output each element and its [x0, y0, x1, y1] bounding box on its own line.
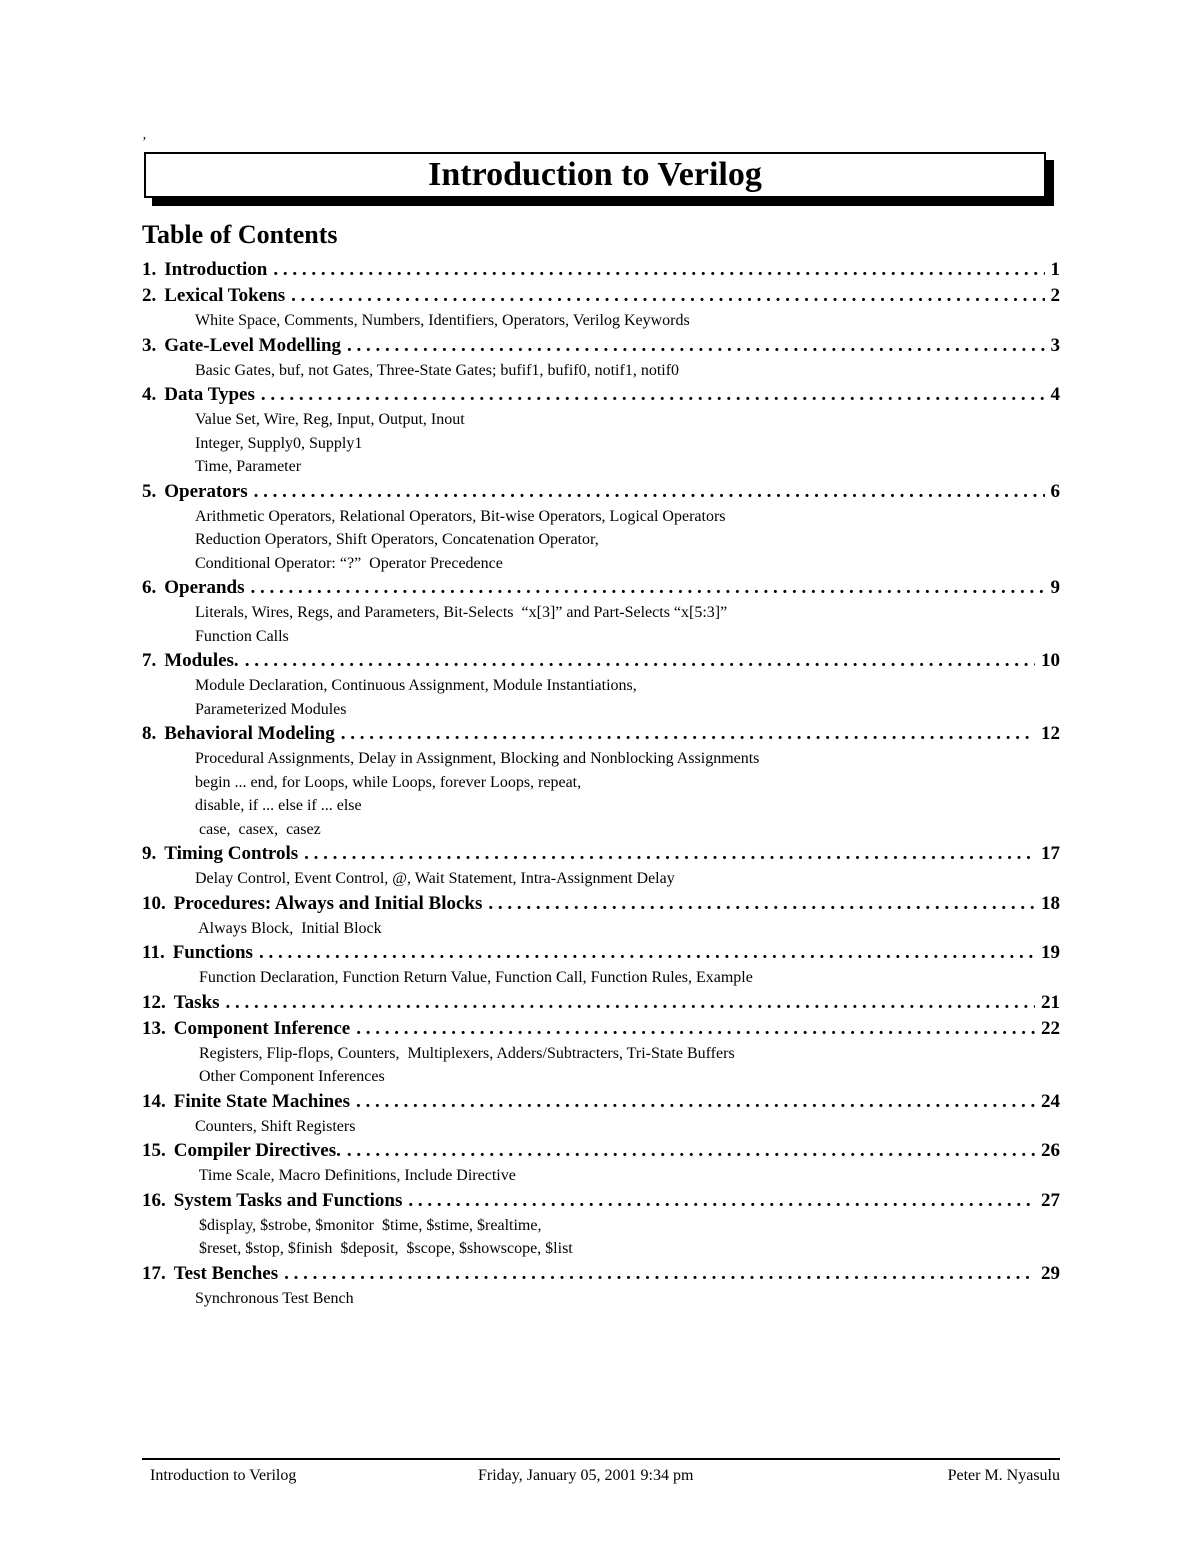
toc-entry-number: 16. [142, 1189, 166, 1211]
toc-entry-heading[interactable] [142, 940, 1060, 966]
toc-entry-number: 12. [142, 991, 166, 1013]
toc-entry [142, 1016, 1060, 1089]
toc-subtopics-line: Parameterized Modules [195, 700, 347, 718]
toc-dot-leader [304, 841, 1035, 867]
toc-subtopics-line: Delay Control, Event Control, @, Wait Statement, Intra-Assignment Delay [195, 870, 675, 887]
toc-subtopics-line: Arithmetic Operators, Relational Operators, Bit-wise Operators, Logical Operators [195, 507, 726, 525]
toc-dot-leader [488, 891, 1035, 917]
toc-subtopics-line: Reduction Operators, Shift Operators, Concatenation Operator, [195, 531, 599, 548]
toc-entry-label: Operands [164, 577, 245, 598]
toc-entry-number: 7. [142, 650, 157, 671]
toc-subtopics-line: case, casex, casez [195, 820, 321, 838]
toc-entry-label: Gate-Level Modelling [164, 334, 342, 356]
toc-entry-page-number: 3 [1050, 334, 1060, 356]
toc-entry-page-number: 18 [1041, 892, 1060, 914]
toc-entry-number: 17. [142, 1262, 166, 1284]
toc-entry-heading[interactable] [142, 891, 1060, 917]
document-title: Introduction to Verilog [428, 156, 762, 193]
toc-subtopics-line: Other Component Inferences [195, 1068, 385, 1085]
toc-subtopics-line: White Space, Comments, Numbers, Identifiers, Operators, Verilog Keywords [195, 312, 690, 329]
toc-subtopics-line: Integer, Supply0, Supply1 [195, 434, 363, 452]
toc-subtopics-line: Procedural Assignments, Delay in Assignment, Blocking and Nonblocking Assignments [195, 750, 760, 767]
toc-entry-page-number: 17 [1041, 843, 1060, 864]
toc-entry [142, 382, 1060, 479]
toc-entry-number: 1. [142, 259, 157, 280]
toc-entry [142, 891, 1060, 941]
footer-center: Friday, January 05, 2001 9:34 pm [478, 1467, 694, 1484]
footer-right: Peter M. Nyasulu [947, 1467, 1060, 1484]
toc-entry [142, 257, 1060, 283]
toc-entry-heading[interactable] [142, 1089, 1060, 1115]
toc-entry-heading[interactable] [142, 575, 1060, 601]
toc-dot-leader [408, 1188, 1035, 1214]
toc-entry-heading[interactable] [142, 721, 1060, 747]
toc-subtopics-line: Basic Gates, buf, not Gates, Three-State Gates; bufif1, bufif0, notif1, notif0 [195, 361, 680, 379]
toc-entry [142, 1089, 1060, 1139]
toc-entry-number: 6. [142, 577, 157, 598]
toc-entry-label: Functions [172, 942, 253, 963]
toc-entry-page-number: 26 [1041, 1140, 1060, 1161]
toc-entry-number: 13. [142, 1017, 166, 1039]
toc-subtopics-line: Time Scale, Macro Definitions, Include Directive [195, 1167, 516, 1184]
toc-dot-leader [261, 382, 1045, 408]
toc-dot-leader [347, 333, 1044, 359]
toc-subtopics-line: Counters, Shift Registers [195, 1117, 356, 1135]
toc-entry-label: Finite State Machines [173, 1090, 351, 1112]
toc-entry-label: Compiler Directives. [173, 1140, 341, 1161]
toc-entry-heading[interactable] [142, 1138, 1060, 1164]
toc-subtopics-line: Synchronous Test Bench [195, 1289, 354, 1307]
toc-dot-leader [273, 257, 1044, 283]
footer-left: Introduction to Verilog [150, 1467, 297, 1484]
toc-entry-heading[interactable] [142, 382, 1060, 408]
toc-subtopics-line: Module Declaration, Continuous Assignment, Module Instantiations, [195, 677, 637, 694]
toc-dot-leader [291, 283, 1044, 309]
toc-entry-label: Component Inference [173, 1017, 351, 1039]
toc-entry-heading[interactable] [142, 333, 1060, 359]
toc-entry [142, 283, 1060, 333]
toc-entry-label: Test Benches [173, 1262, 279, 1284]
toc-dot-leader [347, 1138, 1035, 1164]
toc-heading: Table of Contents [142, 220, 338, 249]
toc-entry-label: Procedures: Always and Initial Blocks [173, 892, 483, 914]
toc-entry-number: 11. [142, 942, 165, 963]
toc-entry [142, 1138, 1060, 1188]
toc-entry [142, 575, 1060, 648]
table-of-contents [142, 257, 1060, 1310]
toc-subtopics-line: Conditional Operator: “?” Operator Precedence [195, 554, 503, 572]
toc-entry-heading[interactable] [142, 479, 1060, 505]
toc-entry [142, 841, 1060, 891]
toc-entry-label: Timing Controls [164, 843, 299, 864]
toc-entry-number: 4. [142, 384, 157, 405]
toc-entry-label: Operators [164, 480, 248, 502]
toc-dot-leader [284, 1261, 1035, 1287]
toc-subtopics-line: Registers, Flip-flops, Counters, Multiplexers, Adders/Subtracters, Tri-State Buffers [195, 1044, 735, 1062]
toc-entry-page-number: 21 [1041, 991, 1060, 1013]
toc-entry-heading[interactable] [142, 841, 1060, 867]
toc-dot-leader [245, 648, 1035, 674]
toc-dot-leader [356, 1089, 1035, 1115]
toc-entry-heading[interactable] [142, 648, 1060, 674]
toc-entry-heading[interactable] [142, 990, 1060, 1016]
toc-entry [142, 1261, 1060, 1311]
toc-entry-page-number: 10 [1041, 650, 1060, 671]
toc-entry-label: System Tasks and Functions [173, 1189, 403, 1211]
toc-entry-number: 3. [142, 334, 157, 356]
toc-entry-number: 10. [142, 892, 166, 914]
toc-entry-heading[interactable] [142, 1261, 1060, 1287]
toc-entry-page-number: 19 [1041, 942, 1060, 963]
title-box [144, 152, 1046, 198]
stray-mark: ʼ [142, 135, 147, 150]
toc-entry-number: 5. [142, 480, 157, 502]
toc-entry-label: Tasks [173, 991, 220, 1013]
toc-entry-heading[interactable] [142, 257, 1060, 283]
toc-entry [142, 333, 1060, 383]
toc-entry-page-number: 1 [1050, 259, 1060, 280]
toc-dot-leader [251, 575, 1045, 601]
toc-entry-label: Introduction [164, 259, 268, 280]
toc-entry-page-number: 24 [1041, 1090, 1060, 1112]
toc-entry-label: Data Types [164, 384, 255, 405]
toc-subtopics-line: $display, $strobe, $monitor $time, $stime, $realtime, [195, 1216, 542, 1234]
toc-entry-heading[interactable] [142, 1188, 1060, 1214]
toc-entry-number: 9. [142, 843, 157, 864]
toc-dot-leader [254, 479, 1045, 505]
toc-dot-leader [341, 721, 1035, 747]
toc-entry-number: 14. [142, 1090, 166, 1112]
toc-entry-heading[interactable] [142, 283, 1060, 309]
toc-subtopics-line: begin ... end, for Loops, while Loops, forever Loops, repeat, [195, 773, 582, 791]
toc-entry-page-number: 4 [1050, 384, 1060, 405]
toc-entry [142, 990, 1060, 1016]
toc-entry-label: Lexical Tokens [164, 285, 286, 306]
toc-entry [142, 940, 1060, 990]
toc-entry [142, 479, 1060, 576]
toc-entry-number: 8. [142, 723, 157, 744]
toc-dot-leader [259, 940, 1035, 966]
toc-subtopics-line: Time, Parameter [195, 458, 302, 475]
toc-entry-label: Behavioral Modeling [164, 723, 335, 744]
toc-entry-page-number: 6 [1050, 480, 1060, 502]
toc-subtopics-line: Literals, Wires, Regs, and Parameters, Bit-Selects “x[3]” and Part-Selects “x[5:3]” [195, 604, 728, 621]
toc-entry-label: Modules. [164, 650, 239, 671]
toc-entry-heading[interactable] [142, 1016, 1060, 1042]
toc-entry-page-number: 22 [1041, 1017, 1060, 1039]
toc-entry [142, 648, 1060, 721]
footer-rule [142, 1458, 1060, 1460]
toc-subtopics-line: Function Calls [195, 627, 289, 645]
toc-subtopics-line: disable, if ... else if ... else [195, 797, 362, 814]
toc-entry [142, 1188, 1060, 1261]
toc-subtopics-line: $reset, $stop, $finish $deposit, $scope, $showscope, $list [195, 1240, 573, 1257]
toc-entry-number: 2. [142, 285, 157, 306]
toc-entry [142, 721, 1060, 841]
toc-entry-page-number: 2 [1050, 285, 1060, 306]
toc-subtopics-line: Value Set, Wire, Reg, Input, Output, Inout [195, 411, 465, 428]
toc-entry-page-number: 29 [1041, 1262, 1060, 1284]
toc-dot-leader [356, 1016, 1035, 1042]
toc-entry-page-number: 27 [1041, 1189, 1060, 1211]
toc-dot-leader [226, 990, 1035, 1016]
toc-subtopics-line: Always Block, Initial Block [195, 919, 382, 937]
toc-subtopics-line: Function Declaration, Function Return Value, Function Call, Function Rules, Example [195, 969, 753, 986]
toc-entry-number: 15. [142, 1140, 166, 1161]
toc-entry-page-number: 12 [1041, 723, 1060, 744]
toc-entry-page-number: 9 [1050, 577, 1060, 598]
